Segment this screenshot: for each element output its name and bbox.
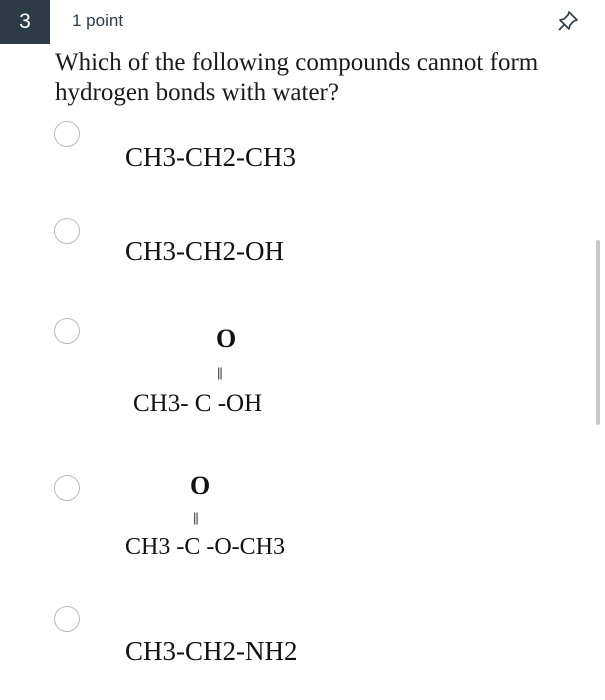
points-label: 1 point <box>72 11 124 30</box>
option-4-carbonyl-oxygen: O <box>190 471 211 500</box>
option-2-radio[interactable] <box>54 218 80 244</box>
option-3-radio[interactable] <box>54 318 80 344</box>
option-4-formula: CH3 -C -O-CH3 <box>125 534 285 560</box>
option-4-radio[interactable] <box>54 475 80 501</box>
option-3-formula: CH3- C -OH <box>133 390 263 417</box>
option-2-formula: CH3-CH2-OH <box>125 236 284 266</box>
option-5-radio[interactable] <box>54 606 80 632</box>
option-1-formula: CH3-CH2-CH3 <box>125 142 297 172</box>
question-text: Which of the following compounds cannot form hydrogen bonds with water? <box>55 49 539 106</box>
scrollbar[interactable] <box>596 240 600 425</box>
option-4-double-bond: || <box>193 510 198 525</box>
option-3-carbonyl-oxygen: O <box>216 324 237 353</box>
option-3-double-bond: || <box>217 365 222 380</box>
question-number: 3 <box>0 0 50 44</box>
option-5-formula: CH3-CH2-NH2 <box>125 636 298 666</box>
option-1-radio[interactable] <box>54 121 80 147</box>
pin-icon[interactable] <box>555 8 581 34</box>
